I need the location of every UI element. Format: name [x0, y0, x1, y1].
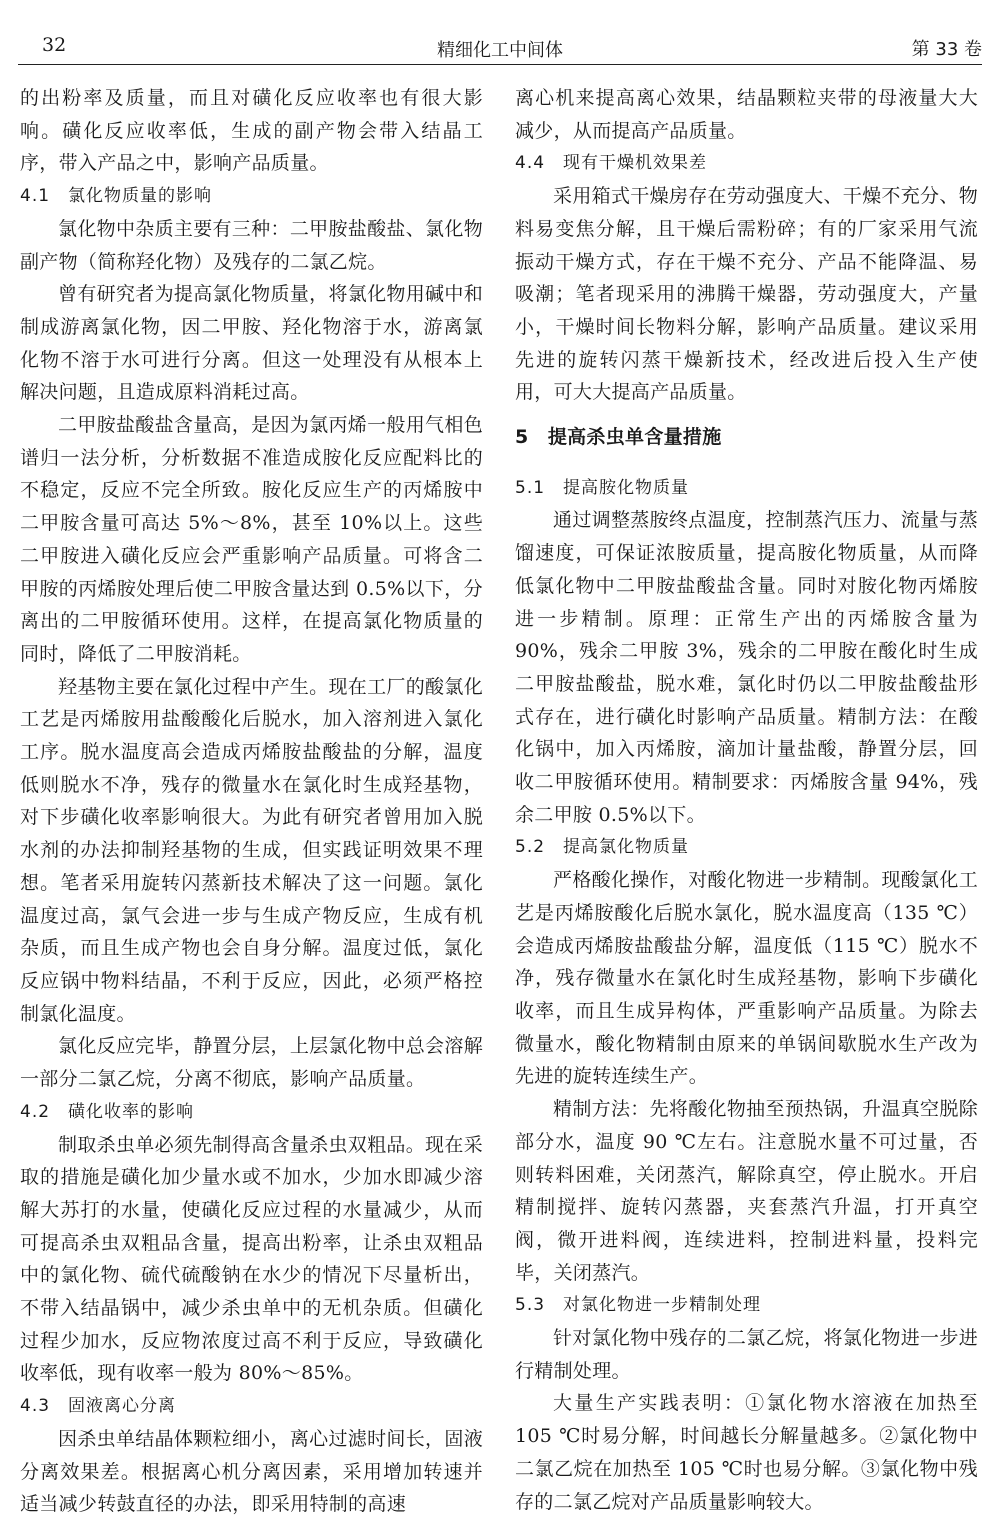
- paragraph: 氯化物中杂质主要有三种：二甲胺盐酸盐、氯化物副产物（简称羟化物）及残存的二氯乙烷。: [20, 217, 483, 273]
- section-heading: 5 提高杀虫单含量措施: [515, 426, 722, 449]
- paragraph: 制取杀虫单必须先制得高含量杀虫双粗品。现在采取的措施是磺化加少量水或不加水，少加水即减少溶解大苏打的水量，使磺化反应过程的水量减少，从而可提高杀虫双粗品含量，提高出粉率，让杀虫双粗品中的氯化物、硫代硫酸钠在水少的情况下尽量析出，不带入结晶锅中，减少杀虫单中的无机杂质。但磺化过程少加水，反应物浓度过高不利于反应，导致磺化收率低，现有收率一般为 80%～85%。: [20, 1133, 483, 1385]
- paragraph: 严格酸化操作，对酸化物进一步精制。现酸氯化工艺是丙烯胺酸化后脱水氯化，脱水温度高（135 ℃）会造成丙烯胺盐酸盐分解，温度低（115 ℃）脱水不净，残存微量水在氯化时生成羟基物，影响下步磺化收率，而且生成异构体，严重影响产品质量。为除去微量水，酸化物精制由原来的单锅间歇脱水生产改为先进的旋转连续生产。: [515, 869, 978, 1088]
- paragraph: 二甲胺盐酸盐含量高，是因为氯丙烯一般用气相色谱归一法分析，分析数据不准造成胺化反应配料比的不稳定，反应不完全所致。胺化反应生产的丙烯胺中二甲胺含量可高达 5%～8%，甚至 10%以上。这些二甲胺进入磺化反应会严重影响产品质量。可将含二甲胺的丙烯胺处理后使二甲胺含量达到 0.5%以下，分离出的二甲胺循环使用。这样，在提高氯化物质量的同时，降低了二甲胺消耗。: [20, 414, 483, 665]
- continued-paragraph: 的出粉率及质量，而且对磺化反应收率也有很大影响。磺化反应收率低，生成的副产物会带入结晶工序，带入产品之中，影响产品质量。: [20, 87, 483, 175]
- paragraph: 曾有研究者为提高氯化物质量，将氯化物用碱中和制成游离氯化物，因二甲胺、羟化物溶于水，游离氯化物不溶于水可进行分离。但这一处理没有从根本上解决问题，且造成原料消耗过高。: [20, 283, 483, 404]
- subsection-heading: 4.4 现有干燥机效果差: [515, 153, 708, 174]
- paragraph: 采用箱式干燥房存在劳动强度大、干燥不充分、物料易变焦分解，且干燥后需粉碎；有的厂家采用气流振动干燥方式，存在干燥不充分、产品不能降温、易吸潮；笔者现采用的沸腾干燥器，劳动强度大，产量小，干燥时间长物料分解，影响产品质量。建议采用先进的旋转闪蒸干燥新技术，经改进后投入生产使用，可大大提高产品质量。: [515, 185, 978, 404]
- subsection-heading: 4.1 氯化物质量的影响: [20, 186, 213, 207]
- volume-label: 第 33 卷: [911, 39, 982, 60]
- subsection-heading: 5.1 提高胺化物质量: [515, 477, 690, 498]
- right-column: [515, 82, 978, 1518]
- subsection-heading: 5.2 提高氯化物质量: [515, 837, 690, 858]
- subsection-heading: 4.2 磺化收率的影响: [20, 1101, 195, 1122]
- left-column: [20, 82, 483, 1521]
- journal-title: 精细化工中间体: [437, 40, 563, 61]
- paragraph: 精制方法：先将酸化物抽至预热锅，升温真空脱除部分水，温度 90 ℃左右。注意脱水量不可过量，否则转料困难，关闭蒸汽，解除真空，停止脱水。开启精制搅拌、旋转闪蒸器，夹套蒸汽升温，打开真空阀，微开进料阀，连续进料，控制进料量，投料完毕，关闭蒸汽。: [515, 1098, 978, 1284]
- paragraph: 针对氯化物中残存的二氯乙烷，将氯化物进一步进行精制处理。: [515, 1327, 978, 1382]
- subsection-heading: 4.3 固液离心分离: [20, 1396, 177, 1417]
- paragraph: 氯化反应完毕，静置分层，上层氯化物中总会溶解一部分二氯乙烷，分离不彻底，影响产品质量。: [20, 1035, 483, 1091]
- page-number: 32: [42, 34, 67, 56]
- running-header: [18, 28, 982, 65]
- paragraph: 羟基物主要在氯化过程中产生。现在工厂的酸氯化工艺是丙烯胺用盐酸酸化后脱水，加入溶剂进入氯化工序。脱水温度高会造成丙烯胺盐酸盐的分解，温度低则脱水不净，残存的微量水在氯化时生成羟基物，对下步磺化收率影响很大。为此有研究者曾用加入脱水剂的办法抑制羟基物的生成，但实践证明效果不理想。笔者采用旋转闪蒸新技术解决了这一问题。氯化温度过高，氯气会进一步与生成产物反应，生成有机杂质，而且生成产物也会自身分解。温度过低，氯化反应锅中物料结晶，不利于反应，因此，必须严格控制氯化温度。: [20, 675, 483, 1025]
- subsection-heading: 5.3 对氯化物进一步精制处理: [515, 1295, 762, 1316]
- continued-paragraph: 离心机来提高离心效果，结晶颗粒夹带的母液量大大减少，从而提高产品质量。: [515, 87, 978, 142]
- paragraph: 通过调整蒸胺终点温度，控制蒸汽压力、流量与蒸馏速度，可保证浓胺质量，提高胺化物质量，从而降低氯化物中二甲胺盐酸盐含量。同时对胺化物丙烯胺进一步精制。原理：正常生产出的丙烯胺含量为 90%，残余二甲胺 3%，残余的二甲胺在酸化时生成二甲胺盐酸盐，脱水难，氯化时仍以二甲胺盐酸盐形式存在，进行磺化时影响产品质量。精制方法：在酸化锅中，加入丙烯胺，滴加计量盐酸，静置分层，回收二甲胺循环使用。精制要求：丙烯胺含量 94%，残余二甲胺 0.5%以下。: [515, 509, 978, 826]
- paragraph: 大量生产实践表明：①氯化物水溶液在加热至 105 ℃时易分解，时间越长分解量越多。②氯化物中二氯乙烷在加热至 105 ℃时也易分解。③氯化物中残存的二氯乙烷对产品质量影响较大。: [515, 1392, 978, 1513]
- paragraph: 因杀虫单结晶体颗粒细小，离心过滤时间长，固液分离效果差。根据离心机分离因素，采用增加转速并适当减少转鼓直径的办法，即采用特制的高速: [20, 1427, 483, 1516]
